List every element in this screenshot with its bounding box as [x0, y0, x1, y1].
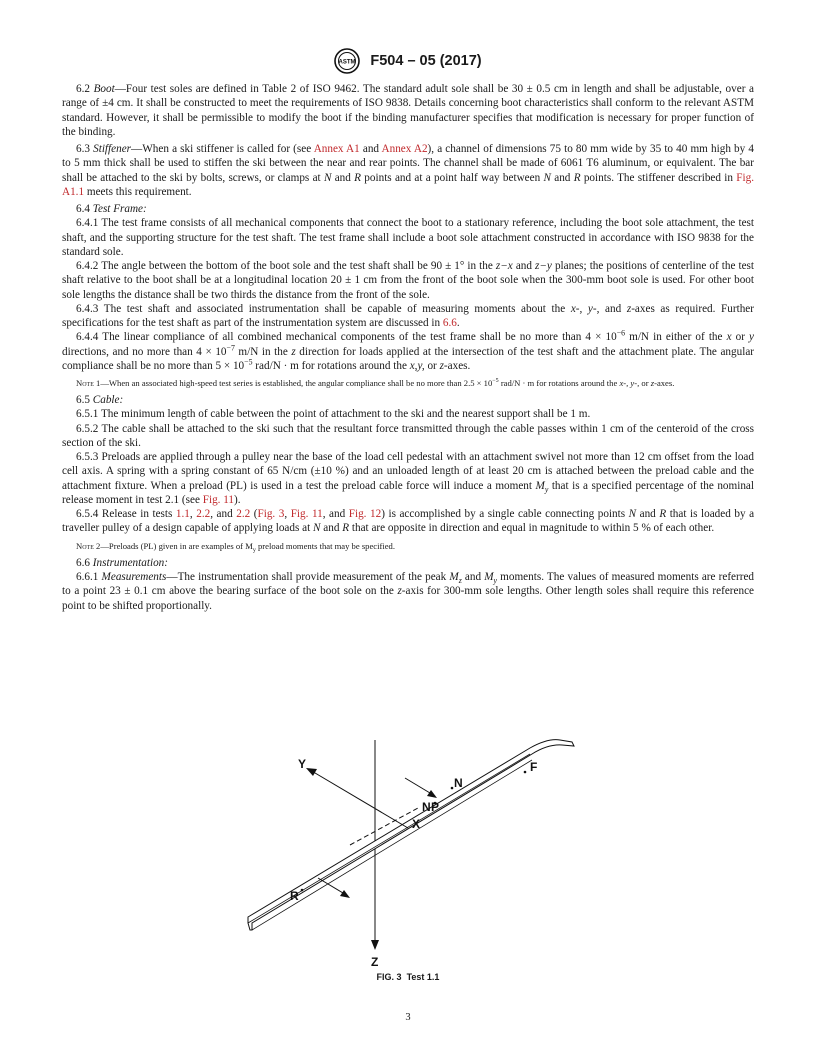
- link-6-6[interactable]: 6.6: [442, 317, 457, 329]
- label-x: X: [412, 817, 421, 831]
- link-test-1-1[interactable]: 1.1: [175, 508, 190, 521]
- section-6-6-1: 6.6.1 Measurements—The instrumentation shall provide measurement of the peak $M_z$ and $M_y$ moments. The values of measured moments are referred to a point 23 ± 0.1 cm above the bearing surface of the boot sole on the z-axis for 300-mm sole lengths. Other length soles shall require this reference point to be shifted proportionally.: [62, 571, 755, 612]
- section-6-4: 6.4 Test Frame:: [76, 203, 147, 215]
- label-f: F: [530, 760, 538, 774]
- link-test-2-2-b[interactable]: 2.2: [236, 508, 251, 521]
- y-axis-arrow-icon: [306, 768, 317, 776]
- section-6-4-3: 6.4.3 The test shaft and associated instrumentation shall be capable of measuring moments about the x-, y-, and z-axes as required. Further specifications for the test shaft as part of the instrumentation system are discussed in 6.6.: [62, 302, 754, 329]
- document-body: [62, 82, 754, 613]
- svg-text:ASTM: ASTM: [338, 59, 356, 66]
- point-r-dot: [301, 889, 304, 892]
- document-id: F504 – 05 (2017): [370, 53, 482, 69]
- section-6-5-3: 6.5.3 Preloads are applied through a pulley near the base of the load cell pedestal with an attachment swivel not more than 12 cm offset from the load cell axis. A spring with a spring constant of 65 N/cm (±10 %) and an unloaded length of at least 20 cm is attached between the preload cable and the attachment fixture. When a preload (PL) is used in a test the preload cable force will induce a moment $M_y$ that is a specified percentage of the nominal release moment in test 2.1 (see Fig. 11).: [62, 451, 754, 506]
- note-1: Note 1—When an associated high-speed test series is established, the angular compliance shall be no more than $2.5 \times 10^{-5}$ rad/N · m for rotations around the x-, y-, or z-axes.: [76, 378, 675, 388]
- label-np-n: N: [422, 800, 431, 814]
- link-fig-a1-1[interactable]: Fig. A1.1: [62, 171, 755, 198]
- section-6-5-1: 6.5.1 The minimum length of cable between the point of attachment to the ski and the nearest support shall be 1 m.: [76, 408, 591, 421]
- ski-edge-line-2: [252, 760, 532, 930]
- label-np-p: P: [431, 800, 440, 814]
- link-annex-a1[interactable]: Annex A1: [313, 143, 360, 155]
- link-fig-11-b[interactable]: Fig. 11: [290, 508, 323, 521]
- link-annex-a2[interactable]: Annex A2: [381, 143, 428, 155]
- section-6-6: 6.6 Instrumentation:: [76, 556, 168, 569]
- label-n: N: [454, 776, 463, 790]
- note-2: Note 2—Preloads (PL) given in are examples of $M_y$ preload moments that may be specified.: [76, 540, 395, 554]
- link-fig-12[interactable]: Fig. 12: [348, 508, 382, 521]
- section-6-2: 6.2 Boot—Four test soles are defined in Table 2 of ISO 9462. The standard adult sole shall be 30 ± 0.5 cm in length and shall be adjustable, over a range of ±4 cm. It shall be constructed to meet the requirements of ISO 9838. Details concerning boot characteristics shall conform to the relevant ASTM standard. However, it shall be permissible to modify the boot if the binding manufacturer specifies that modification is necessary for proper function of the binding.: [62, 83, 755, 138]
- force-arrow-top-icon: [427, 790, 437, 798]
- page-number: 3: [405, 1012, 411, 1023]
- link-test-2-2[interactable]: 2.2: [196, 508, 211, 521]
- figure-caption: FIG. 3 Test 1.1: [376, 972, 440, 982]
- section-6-5: 6.5 Cable:: [76, 394, 124, 407]
- label-r: R: [290, 889, 299, 903]
- link-fig-3[interactable]: Fig. 3: [257, 508, 285, 521]
- figure-3-diagram: [230, 730, 590, 970]
- link-fig-11[interactable]: Fig. 11: [202, 493, 235, 506]
- label-z: Z: [371, 955, 379, 969]
- page-header: [0, 48, 816, 74]
- point-n-dot: [451, 787, 454, 790]
- point-f-dot: [524, 771, 527, 774]
- force-arrow-bottom-icon: [340, 890, 350, 898]
- z-axis-arrow-icon: [371, 940, 379, 950]
- label-y: Y: [298, 757, 307, 771]
- section-6-5-4: 6.5.4 Release in tests 1.1, 2.2, and 2.2 (Fig. 3, Fig. 11, and Fig. 12) is accomplished by a single cable connecting points N and R that is loaded by a traveller pulley of a design capable of applying loads at N and R that are opposite in direction and equal in magnitude to within 5 % of each other.: [62, 508, 755, 535]
- section-6-4-1: 6.4.1 The test frame consists of all mechanical components that connect the boot to a stationary reference, including the boot sole attachment, the test shaft, and the supporting structure for the test shaft. The test frame shall include a boot sole attachment constructed in accordance with ISO 9838 for the standard sole.: [62, 217, 754, 258]
- astm-logo-icon: [334, 48, 360, 74]
- section-6-4-4: 6.4.4 The linear compliance of all combined mechanical components of the test frame shall be no more than $4 \times 10^{-6}$ m/N in either of the x or y directions, and no more than $4 \times 10^{-7}$ m/N in the z direction for loads applied at the intersection of the test shaft and the attachment plate. The angular compliance shall be no more than $5 \times 10^{-5}$ rad/N · m for rotations around the x,y, or z-axes.: [62, 328, 755, 372]
- section-6-5-2: 6.5.2 The cable shall be attached to the ski such that the resultant force transmitted through the cable passes within 1 cm of the centeroid of the cross section of the ski.: [62, 422, 754, 449]
- y-axis-line: [310, 770, 408, 828]
- section-6-3: 6.3 Stiffener—When a ski stiffener is called for (see Annex A1 and Annex A2), a channel of dimensions 75 to 80 mm wide by 35 to 40 mm high by 4 to 5 mm thick shall be used to stiffen the ski between the near and rear points. The channel shall be made of 6061 T6 aluminum, or equivalent. The bar shall be attached to the ski by bolts, screws, or clamps at N and R points and at a point half way between N and R points. The stiffener described in Fig. A1.1 meets this requirement.: [62, 143, 755, 198]
- section-6-4-2: 6.4.2 The angle between the bottom of the boot sole and the test shaft shall be 90 ± 1° in the z−x and z−y planes; the positions of centerline of the test shaft relative to the boot shall be at a longitudinal location 20 ± 1 cm from the front of the boot sole when the 300-mm boot sole is used. For other boot sole lengths the distance shall be two thirds the distance from the front of the sole.: [62, 260, 754, 301]
